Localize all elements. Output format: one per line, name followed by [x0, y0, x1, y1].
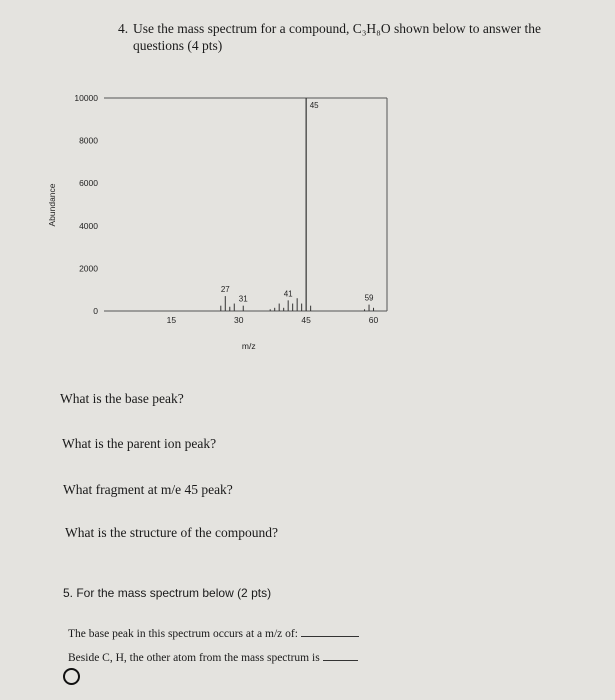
- y-tick-label: 4000: [79, 220, 98, 231]
- question-base-peak: What is the base peak?: [60, 391, 184, 406]
- x-tick-label: 15: [166, 315, 177, 325]
- x-tick-label: 60: [368, 315, 379, 325]
- circle-icon: [63, 668, 80, 685]
- y-tick-label: 8000: [79, 135, 98, 146]
- question-5-line1: [68, 626, 359, 643]
- answer-blank-other-atom[interactable]: [323, 660, 358, 661]
- y-tick-label: 6000: [79, 178, 98, 189]
- question-4-line1: Use the mass spectrum for a compound, C₃H₈O shown below to answer the: [133, 21, 541, 36]
- question-4-number: 4.: [118, 21, 129, 36]
- x-tick-label: 45: [301, 315, 311, 325]
- question-parent-ion: What is the parent ion peak?: [62, 436, 217, 451]
- peak-label-27: 27: [220, 285, 230, 295]
- question-5-line1-text: The base peak in this spectrum occurs at a m/z of:: [68, 628, 298, 640]
- y-tick-label: 2000: [79, 263, 98, 274]
- x-axis-label: m/z: [241, 341, 256, 351]
- question-5-line2: [68, 650, 358, 667]
- y-axis-label: Abundance: [47, 183, 57, 227]
- peak-label-45: 45: [309, 101, 319, 110]
- question-fragment-45: What fragment at m/e 45 peak?: [63, 482, 233, 497]
- x-tick-label: 30: [234, 315, 244, 325]
- y-tick-label: 0: [93, 306, 98, 316]
- answer-blank-base-peak[interactable]: [301, 636, 359, 637]
- peak-label-41: 41: [283, 289, 293, 299]
- y-tick-label: 10000: [74, 93, 98, 103]
- peak-label-59: 59: [364, 293, 374, 303]
- question-5-line2-text: Beside C, H, the other atom from the mass spectrum is: [68, 652, 320, 664]
- question-4-line2: questions (4 pts): [133, 38, 223, 53]
- peak-label-31: 31: [238, 294, 248, 304]
- question-5-title: 5. For the mass spectrum below (2 pts): [63, 586, 272, 600]
- question-structure: What is the structure of the compound?: [65, 525, 278, 540]
